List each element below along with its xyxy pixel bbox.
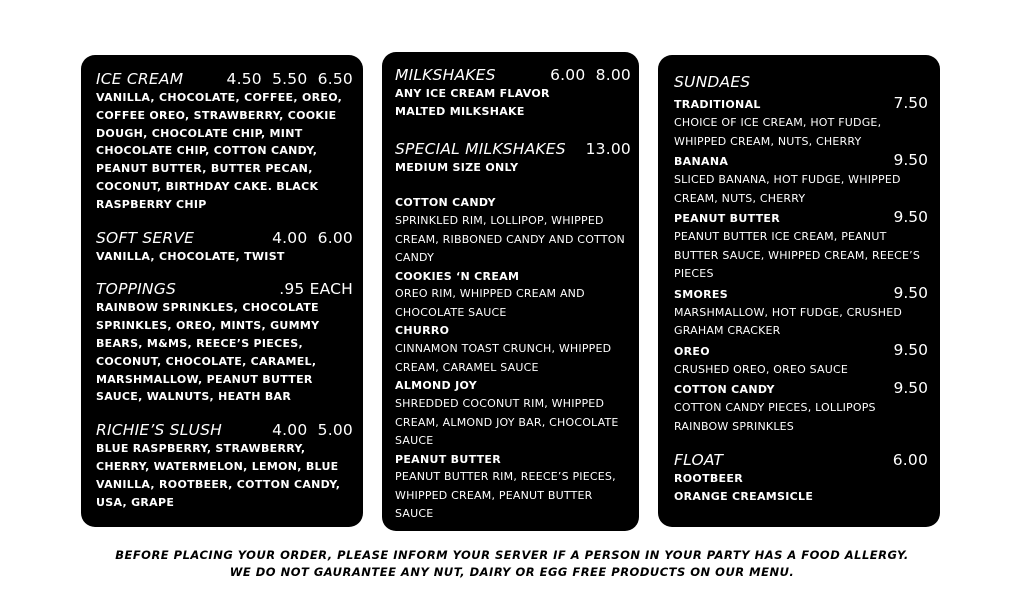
sundaes-title: SUNDAES [674,73,751,91]
sundae-desc: COTTON CANDY PIECES, LOLLIPOPS RAINBOW SPRINKLES [674,401,876,433]
special-item-name: CHURRO [395,324,450,338]
sundae-desc: CRUSHED OREO, OREO SAUCE [674,362,849,376]
slush-section [96,420,353,511]
special-milkshakes-note: MEDIUM SIZE ONLY [395,160,519,174]
special-item-desc: SPRINKLED RIM, LOLLIPOP, WHIPPED CREAM, RIBBONED CANDY AND COTTON CANDY [395,214,625,265]
soft-serve-section [96,228,353,266]
milkshakes-section [395,65,631,121]
float-title: FLOAT [674,451,724,469]
milkshakes-line-1: ANY ICE CREAM FLAVOR [395,87,550,100]
special-milkshakes-price: 13.00 [585,139,631,158]
ice-cream-panel [81,55,363,527]
milkshakes-line-2: MALTED MILKSHAKE [395,104,525,118]
slush-price: 4.00 5.00 [272,421,353,440]
float-line-1: ROOTBEER [674,472,743,485]
ice-cream-price: 4.50 5.50 6.50 [226,70,353,88]
toppings-price: .95 EACH [279,280,353,299]
special-item-name: PEANUT BUTTER [395,452,502,466]
ice-cream-flavors: VANILLA, CHOCOLATE, COFFEE, OREO, COFFEE OREO, STRAWBERRY, COOKIE DOUGH, CHOCOLATE CHIP, MINT CHOCOLATE CHIP, COTTON CANDY, PEANUT BUTTER, BUTTER PECAN, COCONUT, BIRTHDAY CAKE. BLACK RASPBERRY CHIP [96,91,343,211]
sundae-name: COTTON CANDY [674,383,775,396]
special-milkshakes-title: SPECIAL MILKSHAKES [395,139,566,158]
special-item-name: COOKIES ‘N CREAM [395,269,520,283]
float-section [674,450,928,506]
sundae-name: OREO [674,344,710,358]
list-item [395,322,631,377]
disclaimer-line-1: BEFORE PLACING YOUR ORDER, PLEASE INFORM YOUR SERVER IF A PERSON IN YOUR PARTY HAS A FOOD ALLERGY. [115,548,909,562]
sundae-desc: MARSHMALLOW, HOT FUDGE, CRUSHED GRAHAM CRACKER [674,305,903,337]
list-item [674,341,928,380]
sundae-name: PEANUT BUTTER [674,212,781,225]
soft-serve-title: SOFT SERVE [96,228,195,247]
special-item-name: ALMOND JOY [395,379,478,393]
sundae-name: SMORES [674,287,728,301]
disclaimer-line-2: WE DO NOT GAURANTEE ANY NUT, DAIRY OR EGG FREE PRODUCTS ON OUR MENU. [229,565,795,579]
toppings-section [96,279,353,406]
sundae-list [674,94,928,436]
sundae-price: 9.50 [893,151,928,169]
list-item [674,208,928,284]
sundae-price: 7.50 [893,94,928,112]
special-item-name: COTTON CANDY [395,196,496,210]
milkshakes-price: 6.00 8.00 [550,66,631,84]
sundae-price: 9.50 [893,340,928,359]
special-item-desc: CINNAMON TOAST CRUNCH, WHIPPED CREAM, CARAMEL SAUCE [395,342,612,374]
sundae-desc: PEANUT BUTTER ICE CREAM, PEANUT BUTTER SAUCE, WHIPPED CREAM, REECE’S PIECES [674,230,921,280]
list-item [674,379,928,436]
slush-title: RICHIE’S SLUSH [96,421,222,440]
ice-cream-section [96,69,353,214]
list-item [395,268,631,323]
allergy-disclaimer [0,547,1024,581]
sundae-desc: SLICED BANANA, HOT FUDGE, WHIPPED CREAM, NUTS, CHERRY [674,173,901,205]
slush-flavors: BLUE RASPBERRY, STRAWBERRY, CHERRY, WATERMELON, LEMON, BLUE VANILLA, ROOTBEER, COTTON CANDY, USA, GRAPE [96,442,341,509]
toppings-title: TOPPINGS [96,280,176,299]
float-price: 6.00 [892,451,928,469]
milkshakes-panel [382,52,639,531]
sundae-price: 9.50 [893,283,928,302]
list-item [674,151,928,208]
list-item [395,377,631,450]
sundae-desc: CHOICE OF ICE CREAM, HOT FUDGE, WHIPPED CREAM, NUTS, CHERRY [674,116,882,148]
special-milkshake-list [395,194,631,523]
special-milkshakes-section [395,139,631,177]
list-item [395,194,631,267]
sundaes-panel [658,55,940,527]
sundae-price: 9.50 [893,379,928,397]
sundae-name: TRADITIONAL [674,98,761,111]
soft-serve-price: 4.00 6.00 [272,228,353,247]
list-item [395,451,631,524]
list-item [674,94,928,151]
toppings-list: RAINBOW SPRINKLES, CHOCOLATE SPRINKLES, OREO, MINTS, GUMMY BEARS, M&MS, REECE’S PIECES, COCONUT, CHOCOLATE, CARAMEL, MARSHMALLOW, PEANUT BUTTER SAUCE, WALNUTS, HEATH BAR [96,301,320,404]
special-item-desc: OREO RIM, WHIPPED CREAM AND CHOCOLATE SAUCE [395,287,585,319]
ice-cream-title: ICE CREAM [96,70,184,88]
special-item-desc: SHREDDED COCONUT RIM, WHIPPED CREAM, ALMOND JOY BAR, CHOCOLATE SAUCE [395,397,619,448]
sundae-price: 9.50 [893,208,928,226]
sundae-name: BANANA [674,155,729,168]
float-line-2: ORANGE CREAMSICLE [674,489,814,503]
milkshakes-title: MILKSHAKES [395,66,496,84]
list-item [674,284,928,341]
special-item-desc: PEANUT BUTTER RIM, REECE’S PIECES, WHIPPED CREAM, PEANUT BUTTER SAUCE [395,470,616,521]
soft-serve-flavors: VANILLA, CHOCOLATE, TWIST [96,249,285,263]
